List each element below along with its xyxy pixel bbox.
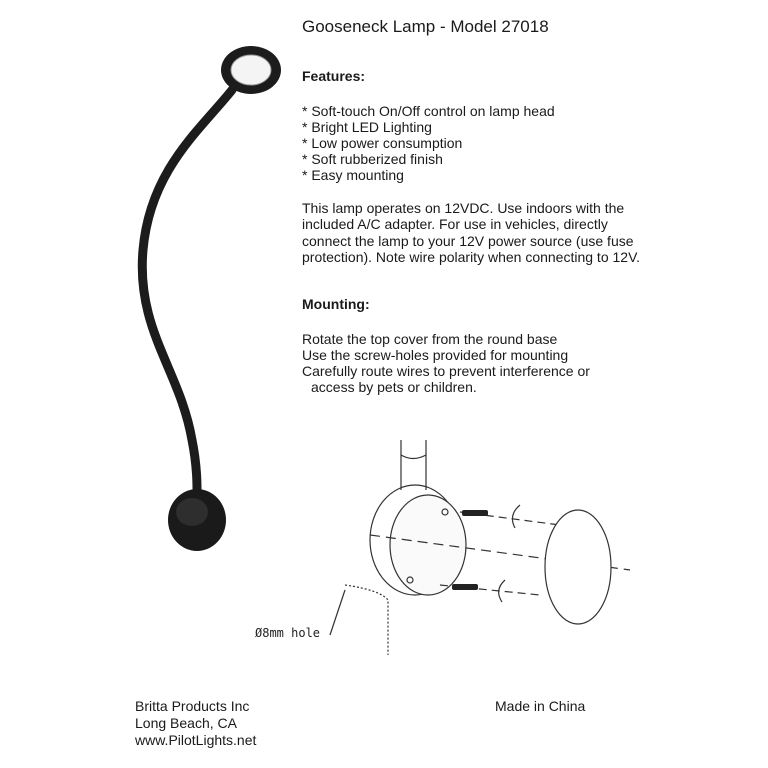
hole-size-label: Ø8mm hole [255,626,321,640]
diagram-cover-plate [545,510,611,624]
diagram-screw-bottom [452,584,478,590]
page-title: Gooseneck Lamp - Model 27018 [302,17,549,36]
mounting-heading: Mounting: [302,296,370,312]
company-city: Long Beach, CA [135,715,237,731]
power-description: This lamp operates on 12VDC. Use indoors with the included A/C adapter. For use in vehicles, directly connect the lamp to your 12V power source (use fuse protection). Note wire polarity when connecting to 12V. [302,200,641,265]
company-website: www.PilotLights.net [135,732,257,748]
company-info [135,698,256,749]
feature-item: * Bright LED Lighting [302,119,432,135]
diagram-label-leader [330,590,345,635]
company-name: Britta Products Inc [135,698,250,714]
diagram-washer-top [512,505,520,528]
mounting-step: access by pets or children. [311,379,477,395]
mounting-step: Rotate the top cover from the round base [302,331,558,347]
feature-item: * Easy mounting [302,167,404,183]
features-heading: Features: [302,68,366,84]
feature-item: * Soft rubberized finish [302,151,443,167]
country-of-origin: Made in China [495,698,586,714]
mounting-step: Use the screw-holes provided for mounting [302,347,569,363]
diagram-wire [345,585,388,655]
feature-item: * Soft-touch On/Off control on lamp head [302,103,555,119]
feature-item: * Low power consumption [302,135,463,151]
diagram-screw-top [462,510,488,516]
diagram-base-face [390,495,466,595]
mounting-step: Carefully route wires to prevent interference or [302,363,590,379]
features-list [302,103,555,183]
diagram-neck-band [401,455,426,459]
mounting-instructions [302,331,590,395]
